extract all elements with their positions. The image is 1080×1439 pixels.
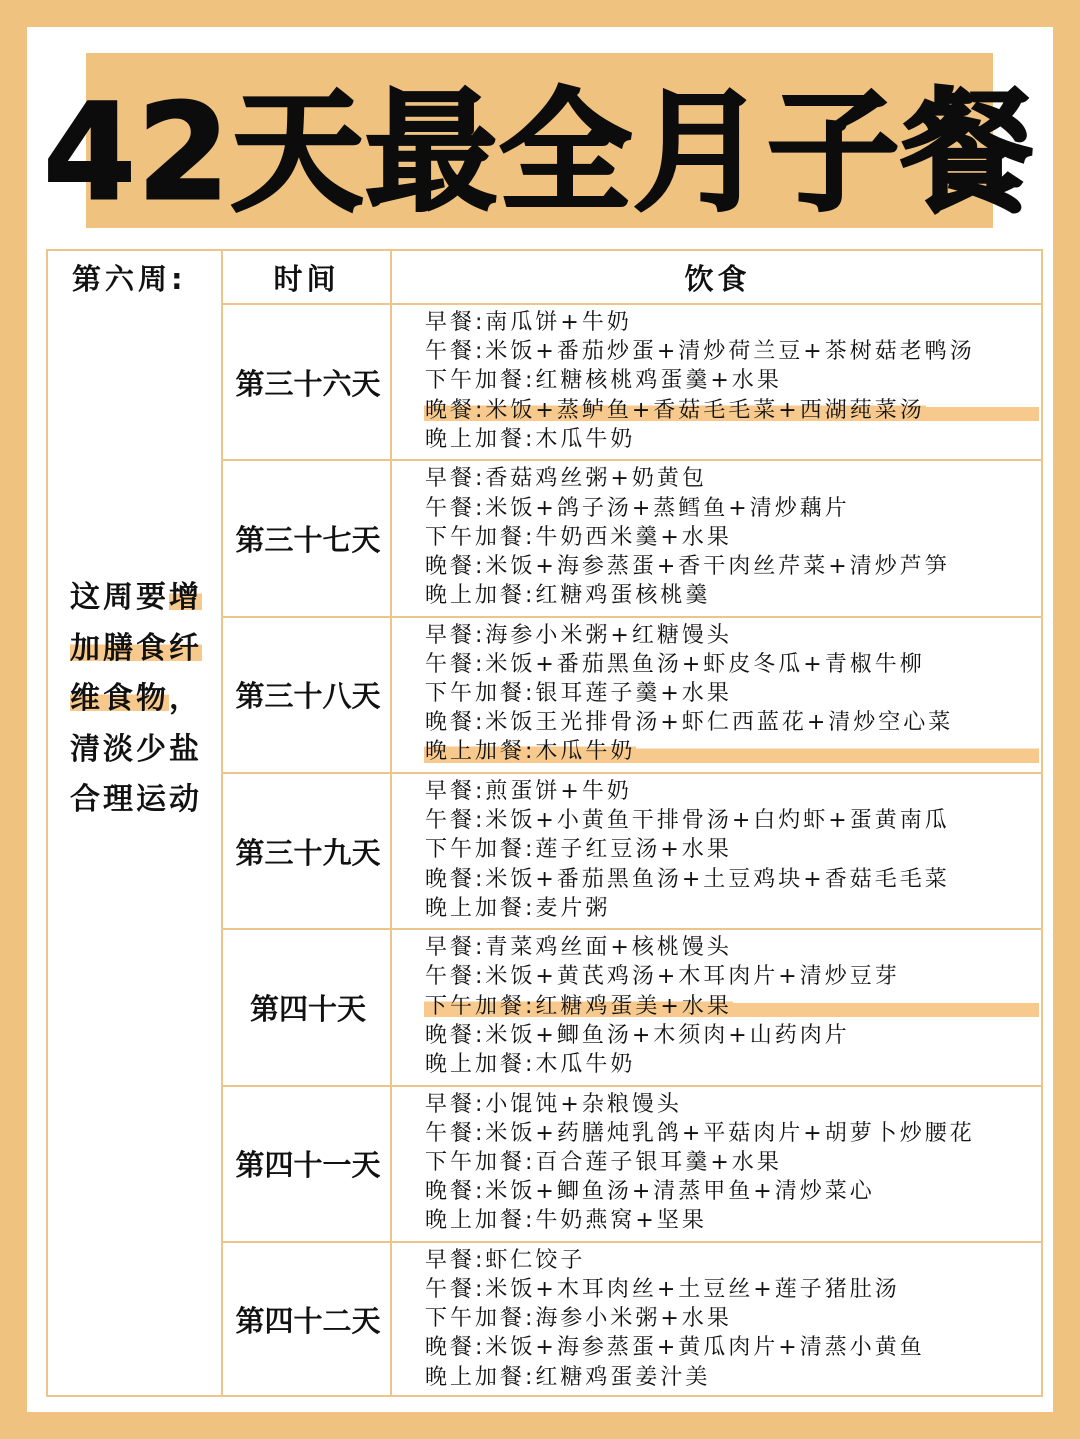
meal-list bbox=[424, 777, 1039, 923]
meal-text: 晚上加餐:牛奶燕窝+坚果 bbox=[425, 1208, 707, 1234]
day-label: 第四十天 bbox=[249, 991, 366, 1026]
meal-text: 早餐:南瓜饼+牛奶 bbox=[425, 310, 632, 335]
meal-item bbox=[424, 425, 1039, 454]
meal-item bbox=[424, 1246, 1039, 1275]
day-label: 第四十一天 bbox=[235, 1148, 381, 1183]
meal-item bbox=[424, 1275, 1039, 1304]
meal-item bbox=[424, 552, 1039, 581]
meal-item bbox=[424, 621, 1039, 650]
meal-item-highlighted bbox=[424, 992, 1039, 1021]
meal-item bbox=[424, 1206, 1039, 1235]
meal-list bbox=[424, 1246, 1039, 1392]
time-column-header: 时间 bbox=[273, 261, 340, 296]
meal-item bbox=[424, 1304, 1039, 1333]
meal-text: 午餐:米饭+鸽子汤+蒸鳕鱼+清炒藕片 bbox=[425, 495, 850, 521]
meal-text: 下午加餐:牛奶西米羹+水果 bbox=[425, 524, 732, 550]
week-note bbox=[70, 573, 230, 826]
week-note-segment: 这周要 bbox=[70, 580, 169, 615]
meal-item bbox=[424, 464, 1039, 493]
meal-list bbox=[424, 1090, 1039, 1236]
meal-item bbox=[424, 1090, 1039, 1119]
meal-text: 下午加餐:百合莲子银耳羹+水果 bbox=[425, 1149, 782, 1175]
meal-item bbox=[424, 1021, 1039, 1050]
meal-item bbox=[424, 1119, 1039, 1148]
week-note-segment: 维食物 bbox=[70, 681, 169, 716]
meal-text: 晚上加餐:红糖鸡蛋姜汁美 bbox=[425, 1364, 711, 1390]
week-note-segment: 增 bbox=[169, 580, 202, 615]
meal-text: 晚餐:米饭+海参蒸蛋+香干肉丝芹菜+清炒芦笋 bbox=[425, 553, 950, 579]
meal-text: 晚餐:米饭+鲫鱼汤+木须肉+山药肉片 bbox=[425, 1022, 850, 1048]
meal-text: 午餐:米饭+木耳肉丝+土豆丝+莲子猪肚汤 bbox=[425, 1277, 900, 1302]
meal-text: 早餐:小馄饨+杂粮馒头 bbox=[425, 1091, 682, 1117]
day-label: 第三十六天 bbox=[235, 366, 381, 401]
week-note-segment: 合理运动 bbox=[70, 782, 202, 817]
meal-item bbox=[424, 894, 1039, 923]
meal-item bbox=[424, 650, 1039, 679]
meal-text: 晚上加餐:木瓜牛奶 bbox=[425, 426, 636, 452]
meal-text: 下午加餐:红糖鸡蛋美+水果 bbox=[425, 993, 732, 1019]
meal-text: 下午加餐:莲子红豆汤+水果 bbox=[425, 837, 732, 863]
meal-list bbox=[424, 933, 1039, 1079]
meal-text: 下午加餐:银耳莲子羹+水果 bbox=[425, 681, 732, 706]
meal-item bbox=[424, 1148, 1039, 1177]
meal-text: 早餐:青菜鸡丝面+核桃馒头 bbox=[425, 935, 732, 961]
page-title: 42天最全月子餐 bbox=[43, 75, 1036, 230]
diet-column-header: 饮食 bbox=[684, 261, 751, 296]
meal-item bbox=[424, 679, 1039, 708]
meal-text: 晚上加餐:木瓜牛奶 bbox=[425, 1052, 636, 1077]
week-note-segment: 加膳食纤 bbox=[70, 630, 202, 666]
week-label: 第六周: bbox=[72, 261, 187, 296]
meal-item bbox=[424, 835, 1039, 864]
meal-list bbox=[424, 621, 1039, 767]
meal-text: 午餐:米饭+药膳炖乳鸽+平菇肉片+胡萝卜炒腰花 bbox=[425, 1120, 975, 1146]
meal-text: 下午加餐:红糖核桃鸡蛋羹+水果 bbox=[425, 368, 782, 394]
meal-item bbox=[424, 366, 1039, 395]
meal-text: 晚餐:米饭+海参蒸蛋+黄瓜肉片+清蒸小黄鱼 bbox=[425, 1335, 925, 1361]
meal-text: 早餐:煎蛋饼+牛奶 bbox=[425, 778, 632, 804]
day-label: 第三十九天 bbox=[235, 835, 381, 870]
meal-text: 早餐:虾仁饺子 bbox=[425, 1247, 586, 1273]
meal-item bbox=[424, 777, 1039, 806]
meal-item bbox=[424, 1363, 1039, 1392]
meal-text: 晚上加餐:麦片粥 bbox=[425, 895, 611, 921]
meal-item bbox=[424, 933, 1039, 962]
meal-text: 午餐:米饭+番茄炒蛋+清炒荷兰豆+茶树菇老鸭汤 bbox=[425, 339, 975, 365]
meal-text: 晚餐:米饭+蒸鲈鱼+香菇毛毛菜+西湖莼菜汤 bbox=[425, 397, 925, 423]
meal-text: 晚餐:米饭+鲫鱼汤+清蒸甲鱼+清炒菜心 bbox=[425, 1179, 875, 1205]
meal-text: 晚上加餐:红糖鸡蛋核桃羹 bbox=[425, 583, 711, 609]
meal-text: 晚上加餐:木瓜牛奶 bbox=[425, 739, 636, 765]
meal-plan-table bbox=[46, 249, 1043, 1397]
meal-item bbox=[424, 806, 1039, 835]
day-label: 第三十七天 bbox=[235, 522, 381, 557]
meal-item bbox=[424, 1050, 1039, 1079]
meal-text: 早餐:海参小米粥+红糖馒头 bbox=[425, 622, 732, 648]
meal-item bbox=[424, 708, 1039, 737]
meal-text: 晚餐:米饭+番茄黑鱼汤+土豆鸡块+香菇毛毛菜 bbox=[425, 866, 950, 892]
meal-item bbox=[424, 865, 1039, 894]
meal-item bbox=[424, 1333, 1039, 1362]
meal-item-highlighted bbox=[424, 737, 1039, 766]
meal-item bbox=[424, 523, 1039, 552]
meal-text: 午餐:米饭+小黄鱼干排骨汤+白灼虾+蛋黄南瓜 bbox=[425, 808, 950, 834]
meal-text: 午餐:米饭+番茄黑鱼汤+虾皮冬瓜+青椒牛柳 bbox=[425, 651, 925, 677]
meal-item bbox=[424, 308, 1039, 337]
meal-item bbox=[424, 337, 1039, 366]
meal-item-highlighted bbox=[424, 396, 1039, 425]
week-note-segment: 清淡少盐 bbox=[70, 731, 202, 767]
meal-text: 早餐:香菇鸡丝粥+奶黄包 bbox=[425, 466, 707, 492]
meal-list bbox=[424, 308, 1039, 454]
meal-item bbox=[424, 1177, 1039, 1206]
day-label: 第三十八天 bbox=[235, 679, 381, 714]
week-note-segment: ， bbox=[169, 681, 202, 716]
meal-item bbox=[424, 962, 1039, 991]
meal-text: 下午加餐:海参小米粥+水果 bbox=[425, 1306, 732, 1332]
meal-item bbox=[424, 494, 1039, 523]
meal-item bbox=[424, 581, 1039, 610]
day-label: 第四十二天 bbox=[235, 1304, 381, 1339]
meal-text: 午餐:米饭+黄芪鸡汤+木耳肉片+清炒豆芽 bbox=[425, 964, 900, 990]
meal-list bbox=[424, 464, 1039, 610]
meal-text: 晚餐:米饭王光排骨汤+虾仁西蓝花+清炒空心菜 bbox=[425, 710, 954, 736]
